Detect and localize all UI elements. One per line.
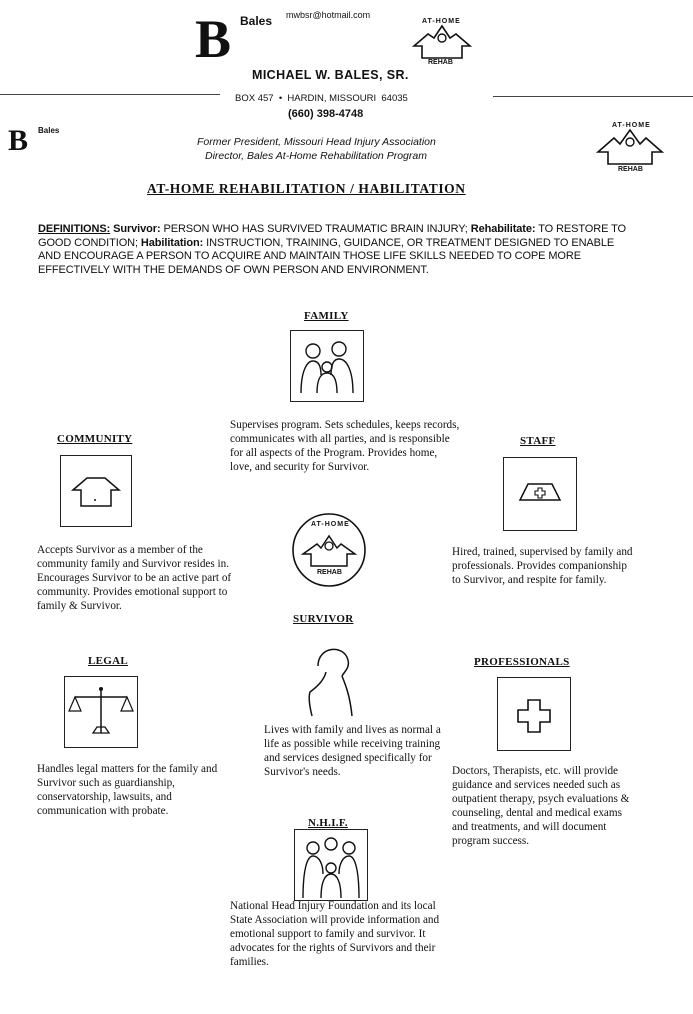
- staff-description: Hired, trained, supervised by family and professionals. Provides companionship to Survivor, and respite for family.: [452, 546, 633, 586]
- page-title: AT-HOME REHABILITATION / HABILITATION: [147, 181, 466, 196]
- definition-rehabilitate-text: TO RESTORE TO GOOD CONDITION;: [38, 223, 626, 249]
- letterhead-name: MICHAEL W. BALES, SR.: [252, 68, 409, 82]
- legal-heading: LEGAL: [88, 655, 129, 667]
- staff-icon-box: [503, 457, 577, 531]
- letterhead-address: BOX 457 • HARDIN, MISSOURI 64035: [235, 93, 408, 104]
- legal-description: Handles legal matters for the family and Survivor such as guardianship, conservatorship, lawsuits, and communication with probate.: [37, 763, 218, 817]
- bales-logo-letter: B: [195, 9, 230, 69]
- definition-rehabilitate-term: Rehabilitate:: [470, 223, 536, 235]
- nhif-icon-box: [294, 829, 368, 901]
- professionals-icon-box: [497, 677, 571, 751]
- rehab-logo-top-text: AT-HOME: [422, 18, 461, 25]
- professionals-heading: PROFESSIONALS: [474, 656, 570, 668]
- professionals-description: Doctors, Therapists, etc. will provide guidance and services needed such as outpatient therapy, psych evaluations & counseling, dental and medical exams and treatments, and will document program success.: [452, 765, 630, 847]
- bales-small-logo-word: Bales: [38, 126, 60, 135]
- center-logo-bottom-text: REHAB: [317, 569, 342, 576]
- family-group-icon: [291, 331, 363, 401]
- scales-of-justice-icon: [65, 677, 137, 747]
- nurse-cap-icon: [504, 458, 576, 530]
- definition-survivor-text: PERSON WHO HAS SURVIVED TRAUMATIC BRAIN INJURY;: [163, 223, 468, 235]
- nhif-description: National Head Injury Foundation and its local State Association will provide information and emotional support to family and survivor. It advocates for the rights of Survivors and their families.: [230, 900, 440, 968]
- at-home-rehab-logo-small: [594, 122, 666, 178]
- family-heading: FAMILY: [304, 310, 349, 322]
- family-icon-box: [290, 330, 364, 402]
- definitions-block: [38, 223, 628, 277]
- email-address: mwbsr@hotmail.com: [286, 10, 371, 20]
- bales-small-logo-letter: B: [8, 124, 29, 157]
- subheader-line2: Director, Bales At-Home Rehabilitation Program: [205, 150, 427, 162]
- definition-habilitation-term: Habilitation:: [140, 236, 204, 249]
- definition-habilitation-text: INSTRUCTION, TRAINING, GUIDANCE, OR TREATMENT DESIGNED TO ENABLE AND ENCOURAGE A PERSON TO ACQUIRE AND MAINTAIN THOSE LIFE SKILLS NEEDED TO COPE MORE EFFECTIVELY WITH THE DEMANDS OF OWN PERSON AND ENVIRONMENT.: [38, 236, 615, 276]
- person-silhouette-icon: [296, 636, 366, 718]
- survivor-heading: SURVIVOR: [293, 613, 354, 625]
- rehab-logo-bottom-text: REHAB: [618, 166, 643, 173]
- community-description: Accepts Survivor as a member of the community family and Survivor resides in. Encourages Survivor to be an active part of community. Provides emotional support to family & Survivor.: [37, 544, 232, 612]
- bales-logo-word: Bales: [240, 14, 273, 28]
- group-of-people-icon: [295, 830, 367, 900]
- definition-survivor-term: Survivor:: [113, 223, 161, 235]
- center-logo-top-text: AT-HOME: [311, 521, 350, 528]
- rehab-logo-top-text: AT-HOME: [612, 122, 651, 129]
- definitions-label: DEFINITIONS:: [38, 223, 111, 235]
- letterhead-rule-left: [0, 94, 220, 95]
- community-icon-box: [60, 455, 132, 527]
- staff-heading: STAFF: [520, 435, 556, 447]
- at-home-rehab-logo: [408, 16, 476, 70]
- subheader-line1: Former President, Missouri Head Injury Association: [197, 136, 436, 148]
- nhif-heading: N.H.I.F.: [308, 817, 348, 829]
- family-description: Supervises program. Sets schedules, keeps records, communicates with all parties, and is responsible for all aspects of the Program. Provides home, love, and security for Survivor.: [230, 419, 460, 473]
- medical-cross-icon: [498, 678, 570, 750]
- survivor-figure: [296, 636, 366, 718]
- letterhead-phone: (660) 398-4748: [288, 108, 364, 120]
- center-rehab-logo: [291, 512, 367, 588]
- survivor-description: Lives with family and lives as normal a life as possible while receiving training and services designed specifically for Survivor's needs.: [264, 724, 441, 778]
- legal-icon-box: [64, 676, 138, 748]
- community-heading: COMMUNITY: [57, 433, 133, 445]
- letterhead-rule-right: [493, 96, 693, 97]
- house-icon: [61, 456, 131, 526]
- rehab-logo-bottom-text: REHAB: [428, 59, 453, 66]
